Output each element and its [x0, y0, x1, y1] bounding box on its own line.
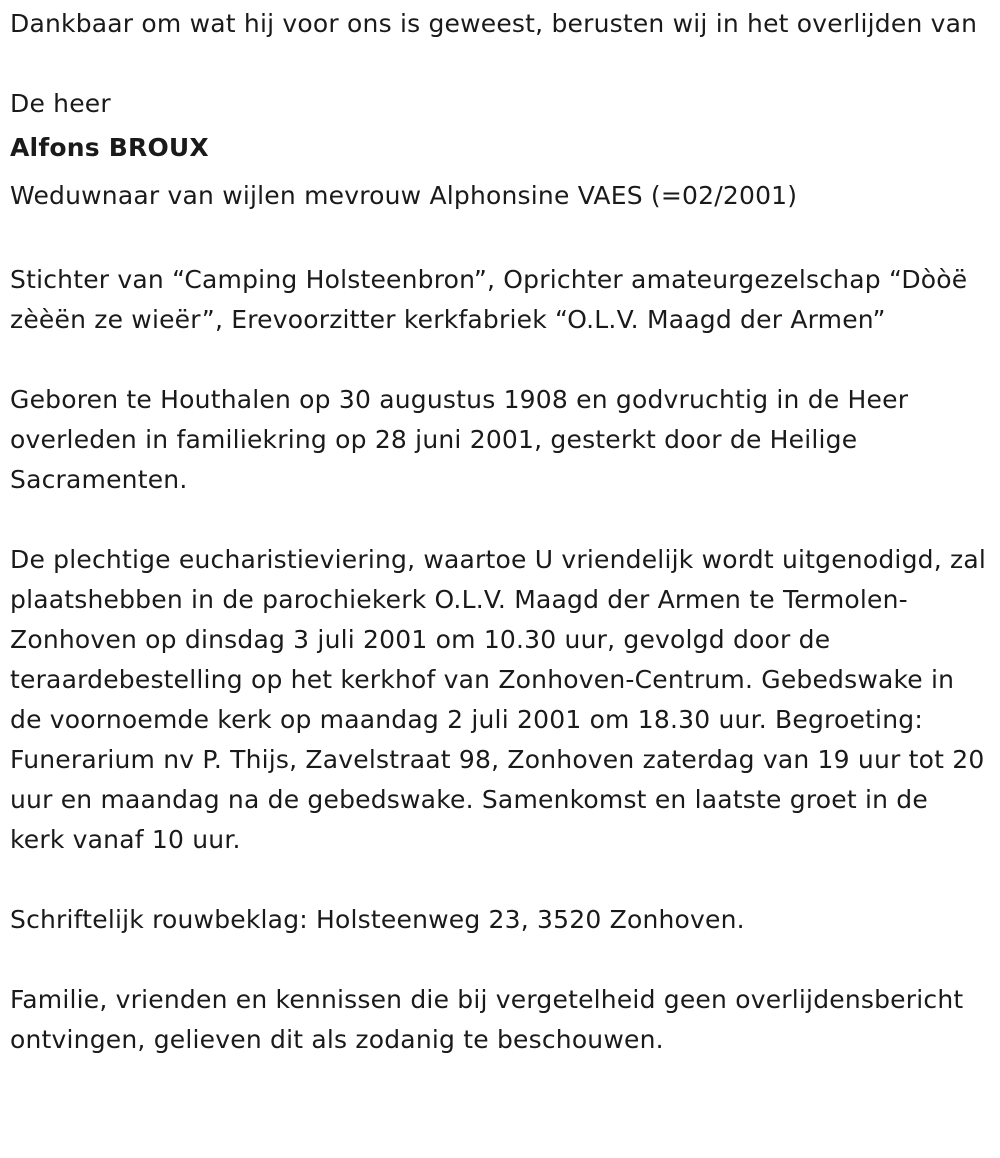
- spacer: [10, 340, 990, 380]
- widower-line: Weduwnaar van wijlen mevrouw Alphonsine VAES (=02/2001): [10, 181, 798, 210]
- spacer: [10, 860, 990, 900]
- spacer: [10, 500, 990, 540]
- ceremony-paragraph: De plechtige eucharistieviering, waartoe U vriendelijk wordt uitgenodigd, zal plaatshebben in de parochiekerk O.L.V. Maagd der Armen te Termolen-Zonhoven op dinsdag 3 juli 2001 om 10.30 uur, gevolgd door de teraardebestelling op het kerkhof van Zonhoven-Centrum. Gebedswake in de voornoemde kerk op maandag 2 juli 2001 om 18.30 uur. Begroeting: Funerarium nv P. Thijs, Zavelstraat 98, Zonhoven zaterdag van 19 uur tot 20 uur en maandag na de gebedswake. Samenkomst en laatste groet in de kerk vanaf 10 uur.: [10, 545, 986, 854]
- spacer: [10, 44, 990, 84]
- founder-paragraph: Stichter van “Camping Holsteenbron”, Oprichter amateurgezelschap “Dòòë zèèën ze wieër”, Erevoorzitter kerkfabriek “O.L.V. Maagd der Armen”: [10, 265, 968, 334]
- spacer: [10, 220, 990, 260]
- family-paragraph: Familie, vrienden en kennissen die bij vergetelheid geen overlijdensbericht ontvingen, gelieven dit als zodanig te beschouwen.: [10, 985, 964, 1054]
- spacer: [10, 940, 990, 980]
- birth-death-paragraph: Geboren te Houthalen op 30 augustus 1908 en godvruchtig in de Heer overleden in familiekring op 28 juni 2001, gesterkt door de Heilige Sacramenten.: [10, 385, 909, 494]
- intro-paragraph: Dankbaar om wat hij voor ons is geweest, berusten wij in het overlijden van: [10, 9, 978, 38]
- salutation: De heer: [10, 89, 111, 118]
- condolences-paragraph: Schriftelijk rouwbeklag: Holsteenweg 23, 3520 Zonhoven.: [10, 905, 745, 934]
- obituary-notice: [10, 4, 990, 1060]
- deceased-name: Alfons BROUX: [10, 133, 209, 162]
